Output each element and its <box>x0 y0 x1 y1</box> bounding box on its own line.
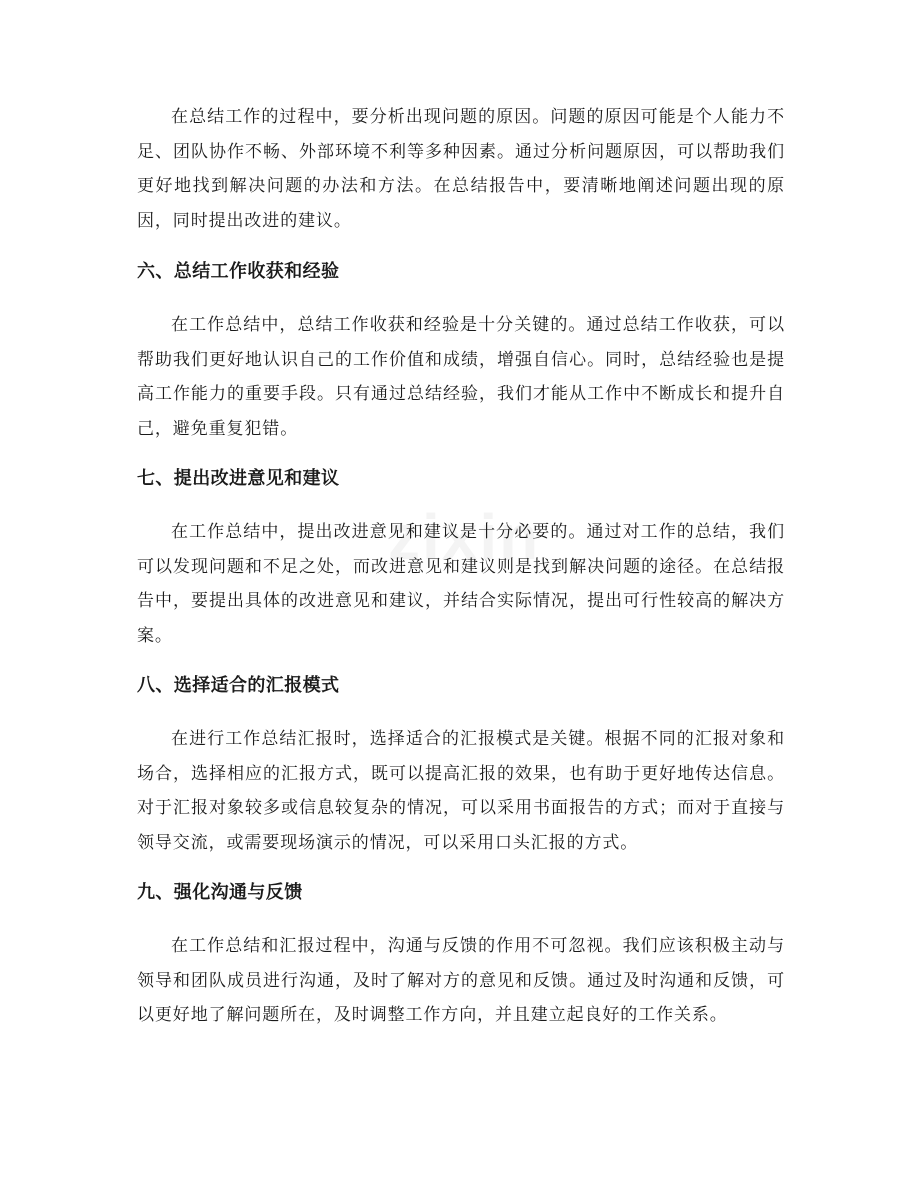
watermark-text: zixin <box>388 501 541 573</box>
intro-paragraph: 在总结工作的过程中，要分析出现问题的原因。问题的原因可能是个人能力不足、团队协作不畅、外部环境不利等多种因素。通过分析问题原因，可以帮助我们更好地找到解决问题的办法和方法。在总结报告中，要清晰地阐述问题出现的原因，同时提出改进的建议。 <box>137 107 785 231</box>
section-8-body: 在进行工作总结汇报时，选择适合的汇报模式是关键。根据不同的汇报对象和场合，选择相应的汇报方式，既可以提高汇报的效果，也有助于更好地传达信息。对于汇报对象较多或信息较复杂的情况，可以采用书面报告的方式；而对于直接与领导交流，或需要现场演示的情况，可以采用口头汇报的方式。 <box>137 729 785 853</box>
section-7-heading: 七、提出改进意见和建议 <box>137 468 340 489</box>
section-8-heading: 八、选择适合的汇报模式 <box>137 675 340 696</box>
section-9-heading: 九、强化沟通与反馈 <box>137 882 303 903</box>
section-7-body: 在工作总结中，提出改进意见和建议是十分必要的。通过对工作的总结，我们可以发现问题和不足之处，而改进意见和建议则是找到解决问题的途径。在总结报告中，要提出具体的改进意见和建议，并结合实际情况，提出可行性较高的解决方案。 <box>137 522 785 646</box>
section-6-body: 在工作总结中，总结工作收获和经验是十分关键的。通过总结工作收获，可以帮助我们更好地认识自己的工作价值和成绩，增强自信心。同时，总结经验也是提高工作能力的重要手段。只有通过总结经验，我们才能从工作中不断成长和提升自己，避免重复犯错。 <box>137 315 785 439</box>
document-page <box>137 100 785 1049</box>
section-9-body: 在工作总结和汇报过程中，沟通与反馈的作用不可忽视。我们应该积极主动与领导和团队成员进行沟通，及时了解对方的意见和反馈。通过及时沟通和反馈，可以更好地了解问题所在，及时调整工作方向，并且建立起良好的工作关系。 <box>137 936 785 1025</box>
section-6-heading: 六、总结工作收获和经验 <box>137 261 340 282</box>
